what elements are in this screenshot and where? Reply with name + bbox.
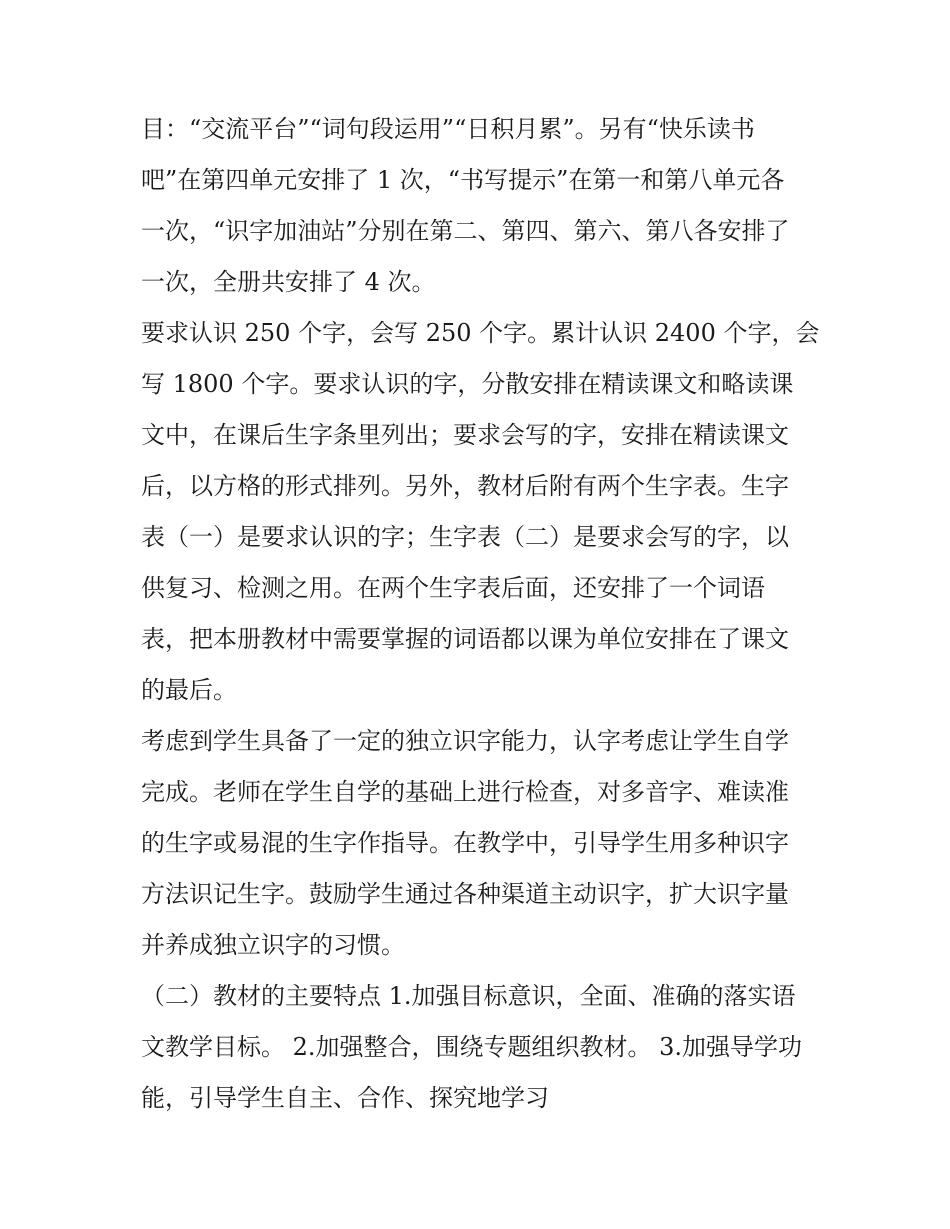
text-line: 吧”在第四单元安排了 1 次，“书写提示”在第一和第八单元各 bbox=[141, 166, 785, 194]
text-line: 写 1800 个字。要求认识的字，分散安排在精读课文和略读课 bbox=[141, 370, 794, 398]
text-line: 的生字或易混的生字作指导。在教学中，引导学生用多种识字 bbox=[141, 829, 789, 857]
text-line: 供复习、检测之用。在两个生字表后面，还安排了一个词语 bbox=[141, 574, 765, 602]
text-line: 并养成独立识字的习惯。 bbox=[141, 931, 405, 959]
text-line: 方法识记生字。鼓励学生通过各种渠道主动识字，扩大识字量 bbox=[141, 880, 789, 908]
text-line: 后，以方格的形式排列。另外，教材后附有两个生字表。生字 bbox=[141, 472, 789, 500]
text-line: 一次，全册共安排了 4 次。 bbox=[141, 268, 436, 296]
text-line: 的最后。 bbox=[141, 676, 237, 704]
text-line: 文教学目标。 2.加强整合，围绕专题组织教材。 3.加强导学功 bbox=[141, 1033, 803, 1061]
text-line: （二）教材的主要特点 1.加强目标意识，全面、准确的落实语 bbox=[141, 982, 796, 1010]
text-line: 表（一）是要求认识的字；生字表（二）是要求会写的字，以 bbox=[141, 523, 789, 551]
document-body bbox=[141, 104, 820, 1124]
text-line: 目：“交流平台”“词句段运用”“日积月累”。另有“快乐读书 bbox=[141, 115, 755, 143]
text-line: 表，把本册教材中需要掌握的词语都以课为单位安排在了课文 bbox=[141, 625, 789, 653]
text-line: 要求认识 250 个字，会写 250 个字。累计认识 2400 个字，会 bbox=[141, 319, 820, 347]
text-line: 完成。老师在学生自学的基础上进行检查，对多音字、难读准 bbox=[141, 778, 789, 806]
text-line: 能，引导学生自主、合作、探究地学习 bbox=[141, 1084, 549, 1112]
text-line: 考虑到学生具备了一定的独立识字能力，认字考虑让学生自学 bbox=[141, 727, 789, 755]
text-line: 文中，在课后生字条里列出；要求会写的字，安排在精读课文 bbox=[141, 421, 789, 449]
text-line: 一次，“识字加油站”分别在第二、第四、第六、第八各安排了 bbox=[141, 217, 790, 245]
